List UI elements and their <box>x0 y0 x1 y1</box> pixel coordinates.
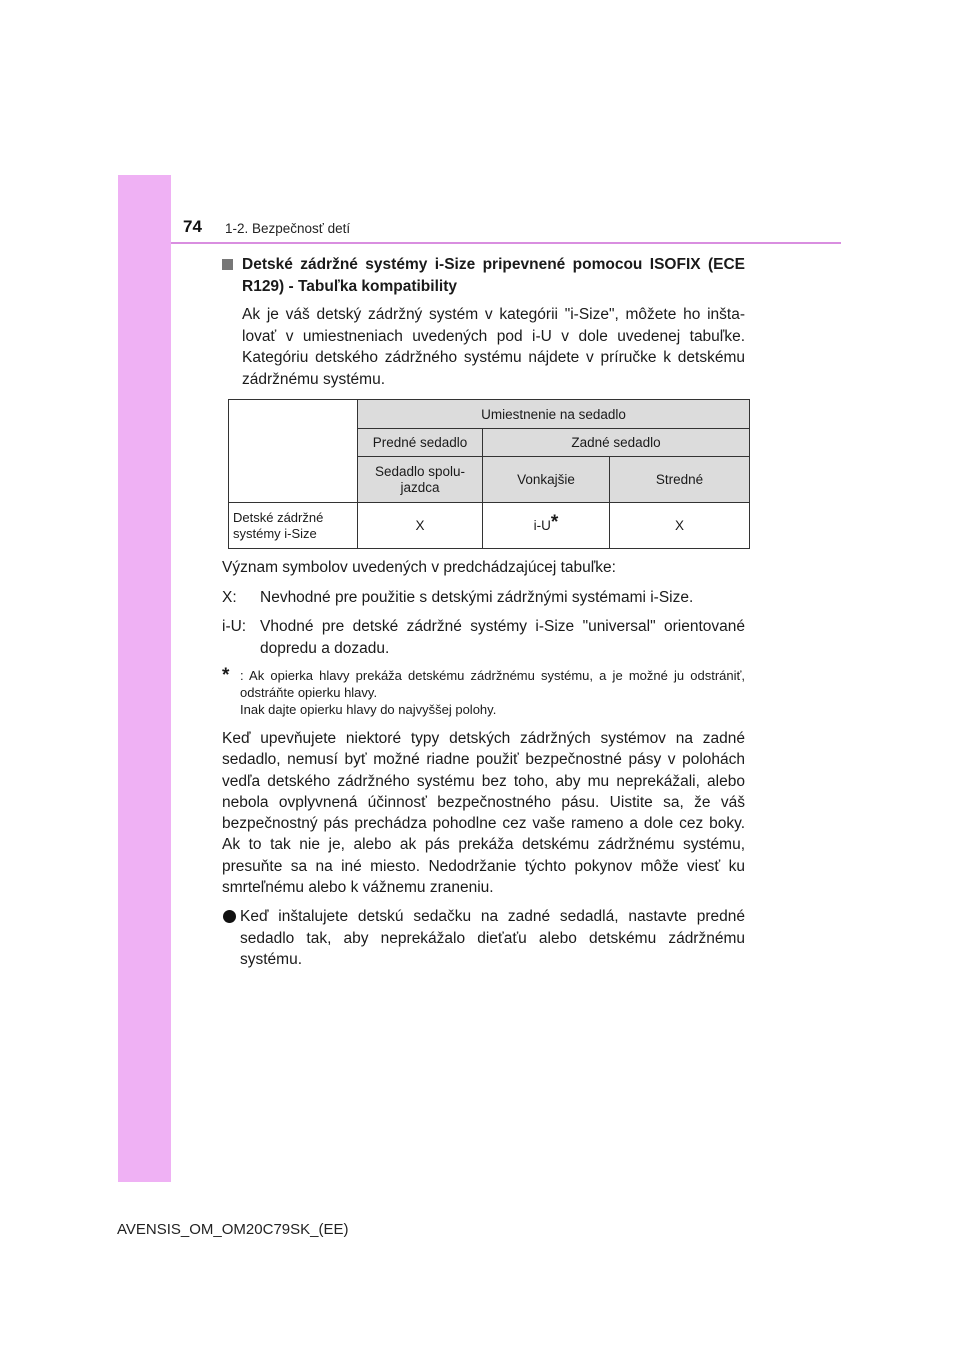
legend-text: Nevhodné pre použitie s detskými zádržnými systémami i-Size. <box>260 588 694 606</box>
footnote-mark: * <box>222 665 230 686</box>
legend-item <box>222 587 745 609</box>
bullet-dot-icon <box>222 906 240 970</box>
side-color-band <box>118 175 171 1182</box>
square-bullet-icon <box>222 259 233 270</box>
table-cell-outer <box>483 503 610 549</box>
section-heading <box>222 254 745 298</box>
footnote <box>222 667 745 718</box>
legend-key: i-U: <box>222 618 247 635</box>
table-header-front-seat: Predné sedadlo <box>358 429 483 457</box>
asterisk-mark: * <box>550 512 559 533</box>
document-footer: AVENSIS_OM_OM20C79SK_(EE) <box>117 1221 349 1238</box>
body-paragraph: Keď upevňujete niektoré typy detských zádržných systémov na zadné sedadlo, nemusí byť možné riadne použiť bezpečnostné pásy v polohách vedľa detského zádržného systému bez toho, aby mu neprekážali, alebo nebola ovplyvnená účinnosť bezpečnostného pásu. Uistite sa, že váš bezpečnostný pás prechádza pohodlne cez vaše rameno a dole cez boky. Ak to tak nie je, alebo ak pás prekáža detskému zádržnému systému, presuňte sa na iné miesto. Nedodržanie týchto pokynov môže viesť ku smrteľnému alebo k vážnemu zraneniu. <box>222 730 745 897</box>
legend-text: Vhodné pre detské zádržné systémy i-Size "universal" orientované dopredu a dozadu. <box>260 618 745 657</box>
table-row-label: Detské zádržné systémy i-Size <box>229 503 358 549</box>
legend-item <box>222 616 745 659</box>
compatibility-table <box>228 399 750 549</box>
legend-intro: Význam symbolov uvedených v predchádzajúcej tabuľke: <box>222 559 616 576</box>
table-header-rear-seat: Zadné sedadlo <box>483 429 750 457</box>
table-header-seat-position: Umiestnenie na sedadlo <box>358 400 750 429</box>
table-cell-center: X <box>610 503 750 549</box>
footnote-text: : Ak opierka hlavy prekáža detskému zádržnému systému, a je možné ju odstrániť, odstráňte opierku hlavy. <box>240 668 745 700</box>
footnote-body <box>240 667 745 718</box>
table-cell-outer-value: i-U <box>533 518 551 533</box>
section-title: 1-2. Bezpečnosť detí <box>225 221 351 236</box>
table-header-passenger: Sedadlo spolujazdca <box>358 457 483 503</box>
table-header-center: Stredné <box>610 457 750 503</box>
header-divider <box>171 242 841 244</box>
intro-paragraph: Ak je váš detský zádržný systém v kategórii "i-Size", môžete ho inštalovať v umiestneniach uvedených pod i-U v dole uvedenej tabuľke. Kategóriu detského zádržného systému nájdete v príručke k detskému zádržnému systému. <box>242 306 745 388</box>
legend-key: X: <box>222 588 237 606</box>
table-cell-passenger: X <box>358 503 483 549</box>
footnote-text-2: Inak dajte opierku hlavy do najvyššej polohy. <box>240 702 497 717</box>
table-header-outer: Vonkajšie <box>483 457 610 503</box>
intro-block <box>222 254 745 390</box>
table-corner-cell <box>229 400 358 503</box>
heading-text: Detské zádržné systémy i-Size pripevnené pomocou ISOFIX (ECE R129) - Tabuľka kompatibility <box>242 256 745 295</box>
bullet-text: Keď inštalujete detskú sedačku na zadné sedadlá, nastavte predné sedadlo tak, aby neprekážalo dieťaťu alebo detskému zádržnému systému. <box>240 908 745 968</box>
bullet-item <box>222 906 745 970</box>
legend-block <box>222 557 745 970</box>
page-number: 74 <box>183 217 202 236</box>
